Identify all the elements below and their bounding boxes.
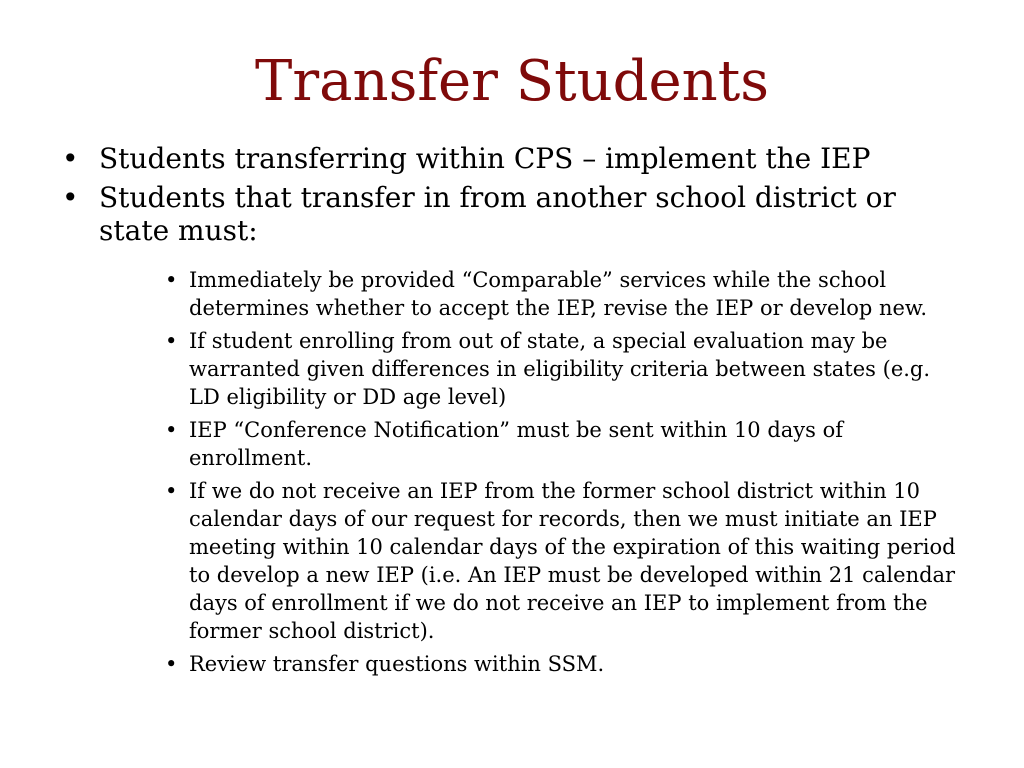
bullet-icon: • [165,652,178,676]
sub-bullet-item [165,327,965,411]
main-bullet-text: Students transferring within CPS – implement the IEP [99,142,871,175]
main-bullet-text: Students that transfer in from another school district or state must: [99,181,896,247]
sub-bullet-text: Review transfer questions within SSM. [189,652,605,676]
sub-bullet-text: If student enrolling from out of state, a special evaluation may be warranted given differences in eligibility criteria between states (e.g. LD eligibility or DD age level) [189,329,931,409]
sub-bullet-text: Immediately be provided “Comparable” services while the school determines whether to accept the IEP, revise the IEP or develop new. [189,268,928,320]
sub-bullet-item [165,650,965,678]
bullet-icon: • [165,479,178,503]
main-bullet-item [62,181,962,247]
sub-bullet-item [165,266,965,322]
bullet-icon: • [62,181,79,214]
main-bullet-item [62,142,962,175]
bullet-icon: • [165,268,178,292]
bullet-icon: • [165,329,178,353]
slide-title: Transfer Students [255,49,769,114]
sub-bullet-item [165,477,965,645]
sub-bullet-text: If we do not receive an IEP from the former school district within 10 calendar days of our request for records, then we must initiate an IEP meeting within 10 calendar days of the expiration of this waiting period to develop a new IEP (i.e. An IEP must be developed within 21 calendar days of enrollment if we do not receive an IEP to implement from the former school district). [189,479,956,643]
bullet-icon: • [62,142,79,175]
sub-bullet-list [165,266,965,683]
bullet-icon: • [165,418,178,442]
sub-bullet-text: IEP “Conference Notification” must be sent within 10 days of enrollment. [189,418,844,470]
sub-bullet-item [165,416,965,472]
main-bullet-list [62,142,962,253]
